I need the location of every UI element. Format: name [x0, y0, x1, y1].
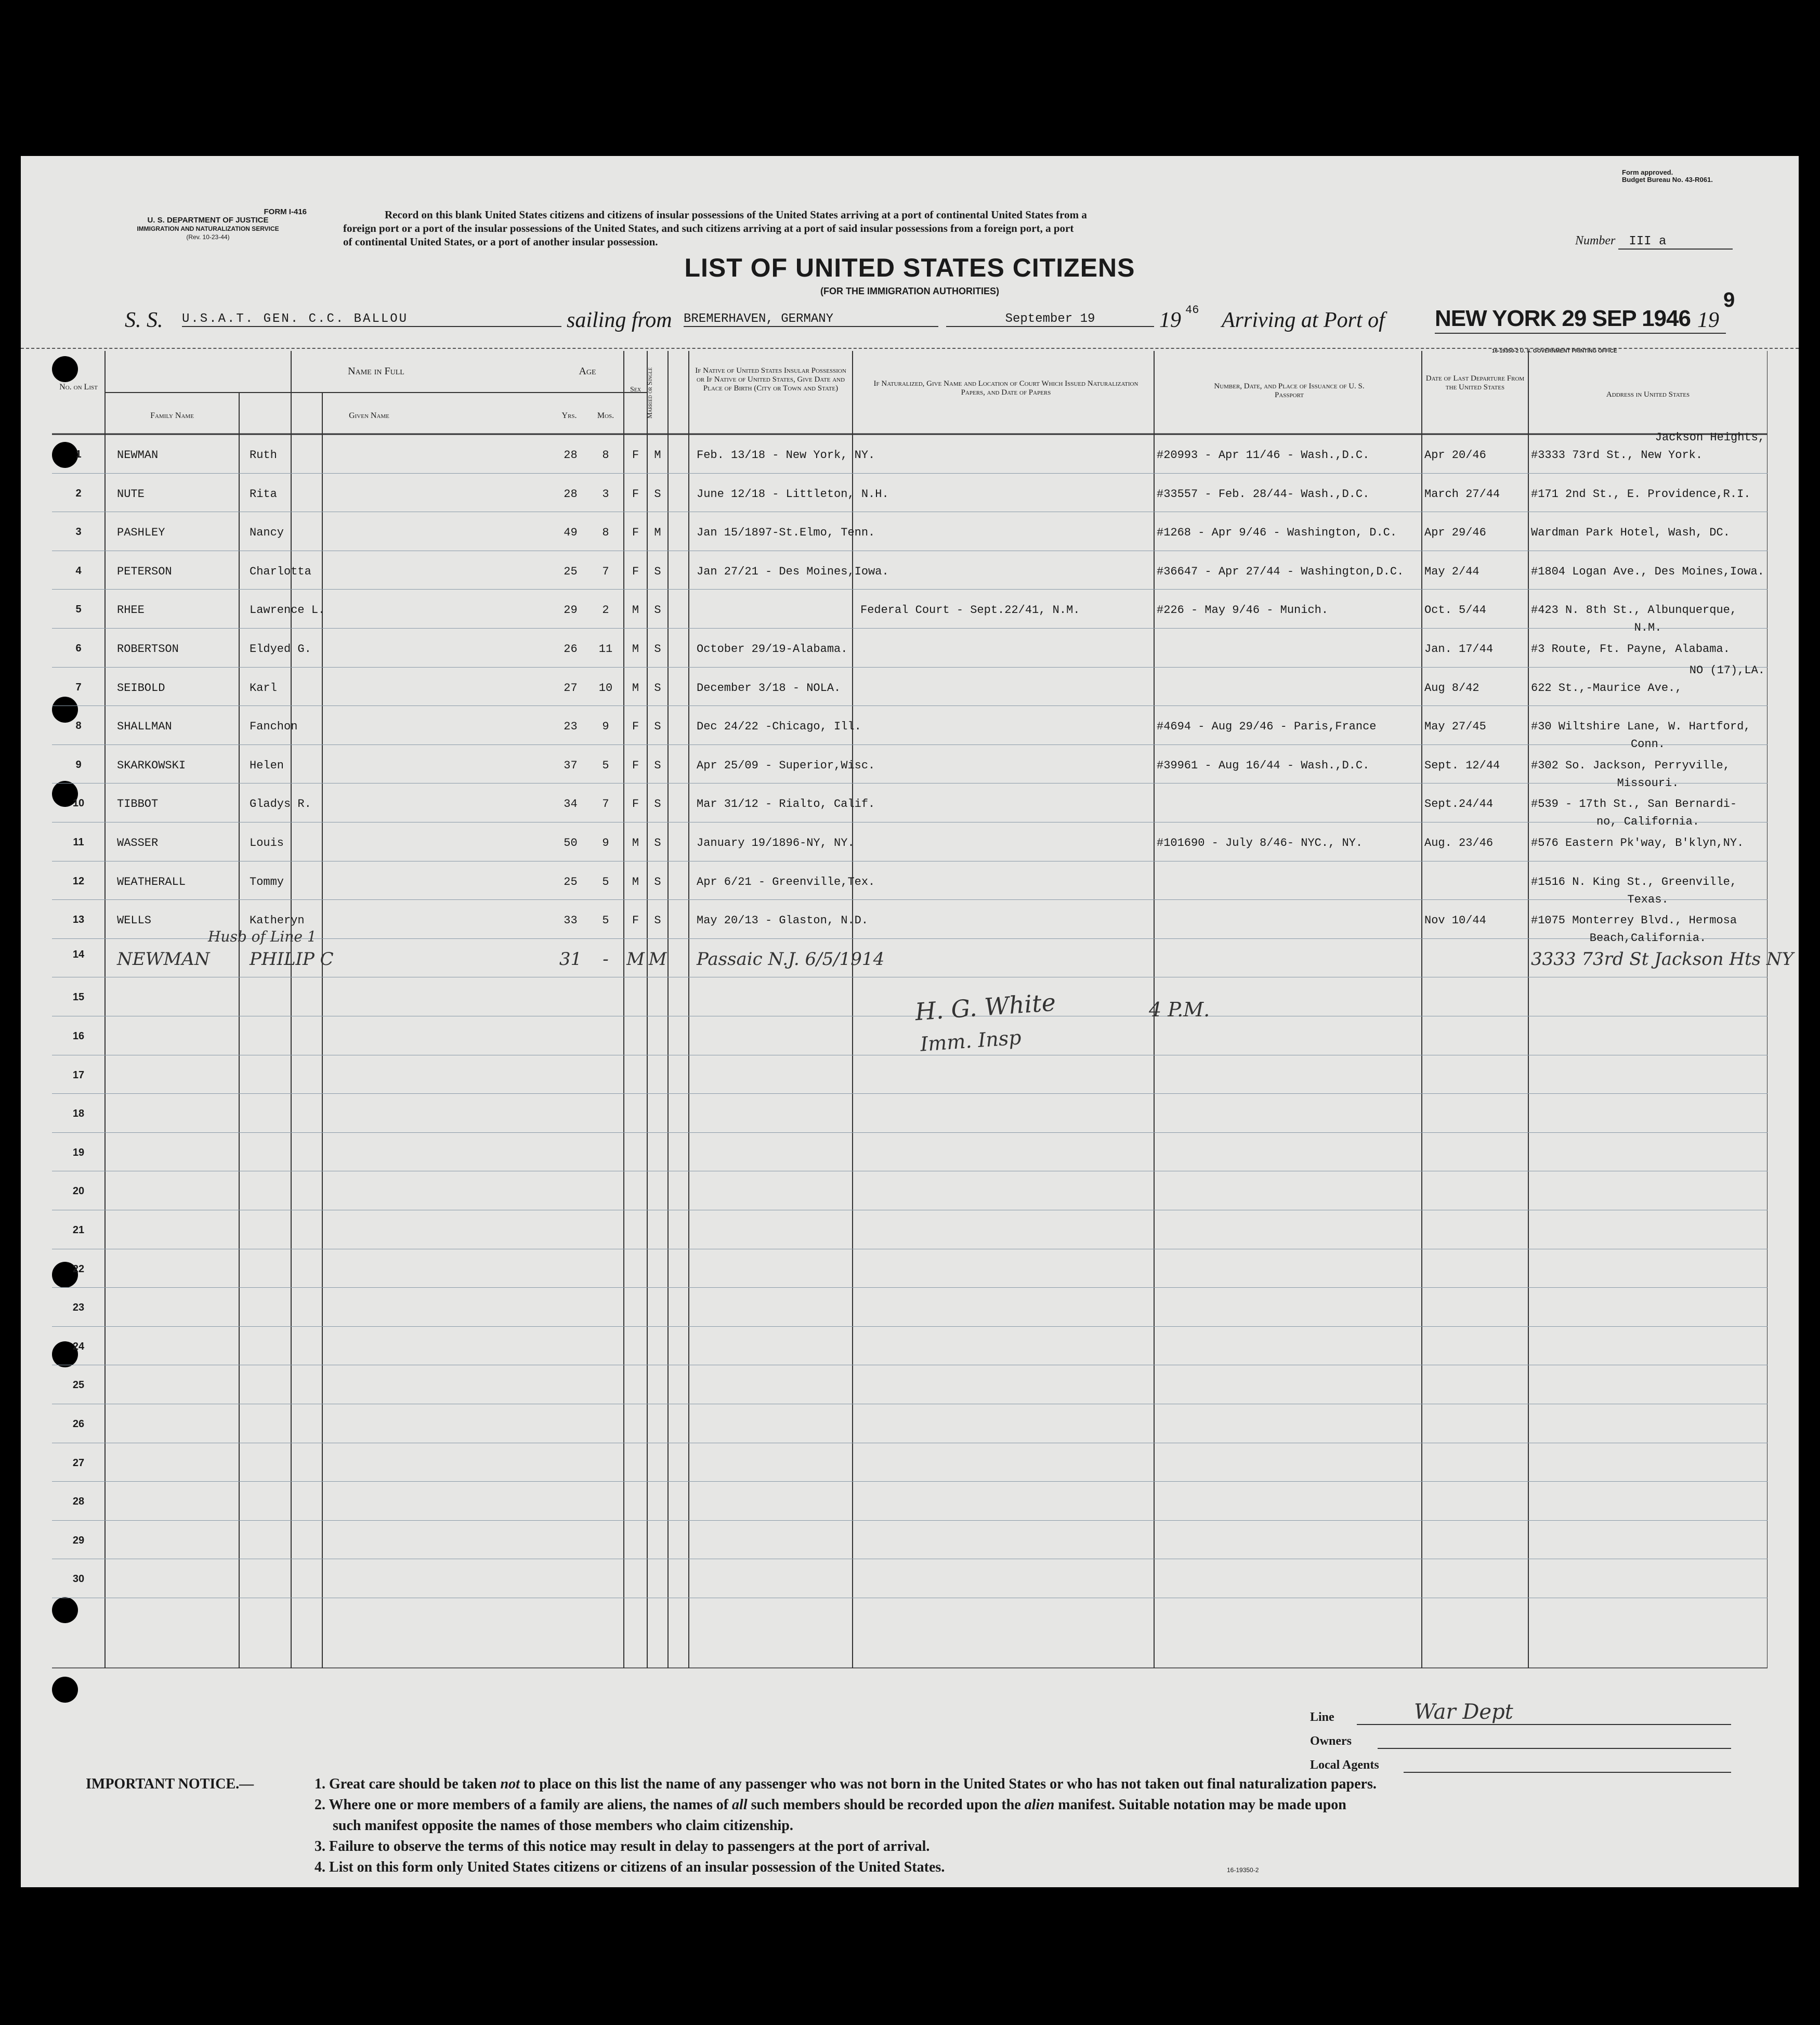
- year-suffix: 46: [1185, 304, 1199, 317]
- cell-sex: M: [632, 837, 639, 850]
- cell-sex: M: [632, 643, 639, 656]
- cell-no: 1: [75, 449, 82, 460]
- arrival-time-note: 4 P.M.: [1149, 998, 1210, 1021]
- cell-given: Karl: [250, 682, 277, 695]
- cell-ms: S: [654, 682, 661, 695]
- cell-no: 25: [72, 1379, 85, 1391]
- col-header-address: Address in United States: [1606, 390, 1690, 399]
- cell-birth: June 12/18 - Littleton, N.H.: [697, 488, 889, 501]
- cell-yrs: 28: [564, 488, 578, 501]
- cell-note: Husb of Line 1: [208, 928, 317, 945]
- cell-ms: S: [654, 914, 661, 927]
- cell-dep: Nov 10/44: [1424, 914, 1486, 927]
- table-row: [52, 1379, 1767, 1400]
- cell-given: Ruth: [250, 449, 277, 462]
- cell-no: 28: [72, 1496, 85, 1507]
- cell-sex: F: [632, 488, 639, 501]
- cell-birth: December 3/18 - NOLA.: [697, 682, 841, 695]
- cell-ms: S: [654, 488, 661, 501]
- cell-ms: S: [654, 720, 661, 733]
- cell-passport: #101690 - July 8/46- NYC., NY.: [1157, 837, 1363, 850]
- service-name: IMMIGRATION AND NATURALIZATION SERVICE: [137, 225, 279, 232]
- table-body: [52, 351, 1794, 1668]
- inspector-signature: H. G. White: [914, 988, 1057, 1026]
- cell-addr: #30 Wiltshire Lane, W. Hartford,: [1531, 720, 1751, 733]
- cell-yrs: 33: [564, 914, 578, 927]
- table-row: [52, 1147, 1767, 1168]
- cell-family: TIBBOT: [117, 798, 159, 811]
- line-signature: War Dept: [1414, 1700, 1513, 1724]
- cell-mos: -: [603, 949, 609, 970]
- cell-ms: S: [654, 837, 661, 850]
- inspector-title: Imm. Insp: [919, 1026, 1022, 1056]
- table-row: [52, 1185, 1767, 1206]
- cell-no: 22: [72, 1263, 85, 1275]
- cell-dep: May 27/45: [1424, 720, 1486, 733]
- table-row: [52, 720, 1767, 751]
- list-number: [1575, 234, 1733, 250]
- cell-family: NEWMAN: [117, 949, 210, 970]
- cell-no: 9: [75, 759, 82, 770]
- cell-mos: 9: [602, 720, 609, 733]
- approval-line-1: Form approved.: [1622, 168, 1673, 176]
- notice-title: IMPORTANT NOTICE.—: [86, 1776, 254, 1792]
- notice-item-1: 1. Great care should be taken not to place on this list the name of any passenger who was not born in the United States or who has not taken out final naturalization papers.: [315, 1776, 1377, 1792]
- cell-yrs: 27: [564, 682, 578, 695]
- cell-sex: M: [632, 604, 639, 617]
- passenger-table: [52, 351, 1794, 1668]
- cell-birth: January 19/1896-NY, NY.: [697, 837, 855, 850]
- table-row: [52, 431, 1767, 469]
- cell-addr: #3333 73rd St., New York.: [1531, 449, 1703, 462]
- table-row: [52, 798, 1767, 828]
- cell-yrs: 25: [564, 565, 578, 578]
- revision-date: (Rev. 10-23-44): [186, 233, 230, 241]
- cell-sex: F: [632, 526, 639, 539]
- cell-no: 13: [72, 914, 85, 925]
- cell-no: 26: [72, 1418, 85, 1430]
- cell-birth: Jan 27/21 - Des Moines,Iowa.: [697, 565, 889, 578]
- form-sheet: [21, 156, 1799, 1887]
- department-block: [99, 208, 317, 241]
- table-row: [52, 643, 1767, 663]
- cell-yrs: 37: [564, 759, 578, 772]
- cell-yrs: 23: [564, 720, 578, 733]
- cell-birth: Dec 24/22 -Chicago, Ill.: [697, 720, 861, 733]
- cell-addr: Wardman Park Hotel, Wash, DC.: [1531, 526, 1730, 539]
- cell-dep: Apr 29/46: [1424, 526, 1486, 539]
- arrival-stamp: NEW YORK 29 SEP 1946: [1435, 306, 1691, 331]
- table-row: [52, 1535, 1767, 1556]
- sailing-label: sailing from: [567, 308, 672, 332]
- cell-ms: M: [654, 526, 661, 539]
- cell-sex: M: [626, 949, 645, 970]
- cell-given: Louis: [250, 837, 284, 850]
- cell-birth: Jan 15/1897-St.Elmo, Tenn.: [697, 526, 875, 539]
- cell-dep: March 27/44: [1424, 488, 1500, 501]
- col-header-native: If Native of United States Insular Possession or If Native of United States, Give Date and Place of Birth (City or Town and State): [695, 367, 846, 393]
- cell-yrs: 29: [564, 604, 578, 617]
- cell-no: 11: [73, 837, 84, 848]
- ship-name: U.S.A.T. GEN. C.C. BALLOU: [182, 312, 561, 327]
- cell-nat: Federal Court - Sept.22/41, N.M.: [860, 604, 1080, 617]
- cell-addr-cont: Beach,California.: [1589, 932, 1707, 945]
- instructions: [343, 208, 1518, 249]
- table-row: [52, 876, 1767, 906]
- cell-addr: #171 2nd St., E. Providence,R.I.: [1531, 488, 1751, 501]
- table-row: [52, 1457, 1767, 1478]
- notice-item-2: 2. Where one or more members of a family are aliens, the names of all such members should be recorded upon the alien manifest. Suitable notation may be made upon: [315, 1797, 1346, 1813]
- cell-ms: S: [654, 798, 661, 811]
- printing-office: 16-19350-2 U. S. GOVERNMENT PRINTING OFFICE: [1492, 348, 1617, 354]
- cell-no: 16: [72, 1030, 85, 1042]
- cell-no: 19: [72, 1147, 85, 1158]
- table-row: [52, 1030, 1767, 1051]
- cell-addr: #539 - 17th St., San Bernardi-: [1531, 798, 1737, 811]
- cell-no: 7: [75, 682, 82, 693]
- port-from: BREMERHAVEN, GERMANY: [684, 312, 938, 327]
- table-row: [52, 1108, 1767, 1129]
- cell-no: 21: [72, 1224, 85, 1236]
- cell-family: SKARKOWSKI: [117, 759, 186, 772]
- col-header-age: Age: [579, 365, 596, 377]
- cell-mos: 8: [602, 526, 609, 539]
- instruction-line-1: Record on this blank United States citizens and citizens of insular possessions of the United States arriving at a port of continental United States from a: [385, 208, 1087, 221]
- cell-sex: F: [632, 759, 639, 772]
- instruction-line-2: foreign port or a port of the insular possessions of the United States, and such citizens arriving at a port of said insular possessions from a foreign port, a port: [343, 222, 1074, 234]
- cell-family: PETERSON: [117, 565, 172, 578]
- cell-family: NUTE: [117, 488, 145, 501]
- cell-sex: F: [632, 449, 639, 462]
- arriving-label: Arriving at Port of: [1222, 308, 1385, 332]
- col-header-family: Family Name: [150, 411, 194, 420]
- cell-dep: Jan. 17/44: [1424, 643, 1494, 656]
- cell-dep: Apr 20/46: [1424, 449, 1486, 462]
- table-row: [52, 1069, 1767, 1090]
- cell-no: 6: [75, 643, 82, 654]
- cell-dep: May 2/44: [1424, 565, 1479, 578]
- cell-yrs: 34: [564, 798, 578, 811]
- table-row: [52, 1341, 1767, 1362]
- cell-addr-cont: N.M.: [1634, 621, 1662, 634]
- cell-addr-above: Jackson Heights,: [1655, 431, 1765, 444]
- cell-family: WELLS: [117, 914, 152, 927]
- department-name: U. S. DEPARTMENT OF JUSTICE: [147, 216, 269, 225]
- owners-label: Owners: [1310, 1734, 1352, 1748]
- approval-line-2: Budget Bureau No. 43-R061.: [1622, 176, 1713, 184]
- cell-family: ROBERTSON: [117, 643, 179, 656]
- number-label: Number: [1575, 234, 1616, 247]
- approval-note: [1622, 169, 1713, 184]
- sailing-date: September 19: [946, 312, 1154, 327]
- cell-yrs: 25: [564, 876, 578, 889]
- cell-family: RHEE: [117, 604, 145, 617]
- line-label: Line: [1310, 1710, 1334, 1724]
- cell-sex: F: [632, 720, 639, 733]
- local-agents-label: Local Agents: [1310, 1758, 1379, 1772]
- col-header-naturalized: If Naturalized, Give Name and Location of Court Which Issued Naturalization Papers, and Date of Papers: [873, 380, 1138, 397]
- cell-given: Rita: [250, 488, 277, 501]
- cell-no: 2: [75, 488, 82, 499]
- cell-addr-cont: no, California.: [1596, 815, 1700, 828]
- cell-sex: M: [632, 876, 639, 889]
- cell-dep: Oct. 5/44: [1424, 604, 1486, 617]
- cell-no: 18: [72, 1108, 85, 1119]
- cell-mos: 7: [602, 798, 609, 811]
- cell-addr: #302 So. Jackson, Perryville,: [1531, 759, 1730, 772]
- table-row: [52, 1496, 1767, 1517]
- cell-no: 20: [72, 1185, 85, 1197]
- cell-given: Charlotta: [250, 565, 311, 578]
- table-row: [52, 1263, 1767, 1284]
- cell-sex: F: [632, 914, 639, 927]
- voyage-line: [125, 304, 1726, 338]
- cell-given: Fanchon: [250, 720, 298, 733]
- cell-family: SEIBOLD: [117, 682, 165, 695]
- page-subtitle: (FOR THE IMMIGRATION AUTHORITIES): [820, 286, 999, 296]
- notice-item-4: 4. List on this form only United States citizens or citizens of an insular possession of the United States.: [315, 1859, 945, 1875]
- cell-ms: M: [654, 449, 661, 462]
- cell-addr: #3 Route, Ft. Payne, Alabama.: [1531, 643, 1730, 656]
- cell-sex: M: [632, 682, 639, 695]
- year-prefix: 19: [1159, 308, 1181, 332]
- cell-addr: #423 N. 8th St., Albunquerque,: [1531, 604, 1737, 617]
- cell-no: 30: [72, 1573, 85, 1585]
- cell-dep: Aug 8/42: [1424, 682, 1479, 695]
- cell-yrs: 50: [564, 837, 578, 850]
- cell-ms: S: [654, 876, 661, 889]
- owners-row: [1310, 1734, 1736, 1758]
- cell-ms: S: [654, 604, 661, 617]
- cell-given: Helen: [250, 759, 284, 772]
- cell-addr: #1516 N. King St., Greenville,: [1531, 876, 1737, 889]
- number-value: III a: [1618, 234, 1733, 250]
- col-header-given: Given Name: [349, 411, 389, 420]
- cell-given: Gladys R.: [250, 798, 311, 811]
- cell-mos: 3: [602, 488, 609, 501]
- cell-mos: 11: [598, 643, 613, 656]
- page-title: LIST OF UNITED STATES CITIZENS: [684, 253, 1135, 282]
- table-row: [52, 604, 1767, 634]
- table-row: [52, 1302, 1767, 1323]
- cell-addr-cont: Conn.: [1630, 738, 1665, 751]
- cell-no: 24: [72, 1341, 85, 1352]
- cell-mos: 9: [602, 837, 609, 850]
- table-row: [52, 565, 1767, 586]
- cell-addr: #1075 Monterrey Blvd., Hermosa: [1531, 914, 1737, 927]
- cell-sex: F: [632, 798, 639, 811]
- col-header-yrs: Yrs.: [561, 411, 577, 420]
- cell-yrs: 31: [559, 949, 582, 970]
- cell-given: Eldyed G.: [250, 643, 311, 656]
- cell-mos: 8: [602, 449, 609, 462]
- cell-mos: 5: [602, 876, 609, 889]
- cell-given: Lawrence L.: [250, 604, 325, 617]
- cell-no: 15: [72, 991, 85, 1003]
- cell-given: Nancy: [250, 526, 284, 539]
- cell-no: 10: [72, 798, 85, 809]
- table-row: [52, 837, 1767, 857]
- cell-dep: Sept. 12/44: [1424, 759, 1500, 772]
- cell-no: 23: [72, 1302, 85, 1313]
- cell-dep: Aug. 23/46: [1424, 837, 1494, 850]
- notice-item-2-cont: such manifest opposite the names of those members who claim citizenship.: [333, 1818, 793, 1834]
- line-row: [1310, 1700, 1736, 1734]
- year-tail: 19: [1697, 308, 1719, 332]
- col-header-sex: Sex: [630, 386, 641, 394]
- cell-yrs: 26: [564, 643, 578, 656]
- cell-no: 17: [72, 1069, 85, 1081]
- cell-addr: 622 St.,-Maurice Ave.,: [1531, 682, 1682, 695]
- cell-addr: #1804 Logan Ave., Des Moines,Iowa.: [1531, 565, 1764, 578]
- table-row: [52, 526, 1767, 547]
- notice-items: [315, 1774, 1770, 1878]
- table-row: [52, 488, 1767, 508]
- cell-addr-cont: Missouri.: [1617, 777, 1679, 790]
- cell-given: PHILIP C: [250, 949, 334, 970]
- cell-mos: 5: [602, 759, 609, 772]
- cell-no: 4: [75, 565, 82, 577]
- cell-addr: 3333 73rd St Jackson Hts NY: [1531, 949, 1794, 970]
- cell-passport: #36647 - Apr 27/44 - Washington,D.C.: [1157, 565, 1404, 578]
- cell-given: Katheryn: [250, 914, 305, 927]
- cell-birth: Feb. 13/18 - New York, NY.: [697, 449, 875, 462]
- col-header-passport: Number, Date, and Place of Issuance of U. S. Passport: [1214, 382, 1365, 399]
- table-row: [52, 1418, 1767, 1439]
- cell-no: 8: [75, 720, 82, 731]
- cell-ms: M: [648, 949, 667, 970]
- cell-addr-above: NO (17),LA.: [1689, 664, 1765, 677]
- cell-birth: Passaic N.J. 6/5/1914: [697, 949, 885, 970]
- cell-yrs: 49: [564, 526, 578, 539]
- col-header-married: Married or Single: [646, 367, 653, 419]
- page-number: 9: [1723, 289, 1735, 311]
- col-header-departure: Date of Last Departure From the United States: [1425, 374, 1525, 391]
- cell-passport: #33557 - Feb. 28/44- Wash.,D.C.: [1157, 488, 1370, 501]
- table-row: [52, 759, 1767, 790]
- signoff-block: [1310, 1700, 1736, 1782]
- table-row: [52, 664, 1767, 702]
- cell-passport: #4694 - Aug 29/46 - Paris,France: [1157, 720, 1377, 733]
- cell-passport: #20993 - Apr 11/46 - Wash.,D.C.: [1157, 449, 1370, 462]
- cell-mos: 5: [602, 914, 609, 927]
- cell-passport: #226 - May 9/46 - Munich.: [1157, 604, 1329, 617]
- notice-item-3: 3. Failure to observe the terms of this notice may result in delay to passengers at the port of arrival.: [315, 1838, 930, 1854]
- cell-family: WEATHERALL: [117, 876, 186, 889]
- form-number: FORM I-416: [264, 207, 307, 216]
- cell-mos: 2: [602, 604, 609, 617]
- col-header-mos: Mos.: [597, 411, 614, 420]
- cell-family: SHALLMAN: [117, 720, 172, 733]
- cell-birth: Apr 25/09 - Superior,Wisc.: [697, 759, 875, 772]
- cell-birth: October 29/19-Alabama.: [697, 643, 848, 656]
- cell-no: 3: [75, 526, 82, 538]
- cell-passport: #39961 - Aug 16/44 - Wash.,D.C.: [1157, 759, 1370, 772]
- cell-addr-cont: Texas.: [1627, 893, 1669, 906]
- cell-dep: Sept.24/44: [1424, 798, 1494, 811]
- cell-family: NEWMAN: [117, 449, 159, 462]
- cell-no: 27: [72, 1457, 85, 1469]
- cell-yrs: 28: [564, 449, 578, 462]
- cell-addr: #576 Eastern Pk'way, B'klyn,NY.: [1531, 837, 1744, 850]
- cell-no: 5: [75, 604, 82, 615]
- cell-passport: #1268 - Apr 9/46 - Washington, D.C.: [1157, 526, 1397, 539]
- cell-no: 12: [72, 876, 85, 887]
- table-row: [52, 1224, 1767, 1245]
- instruction-line-3: of continental United States, or a port of another insular possession.: [343, 236, 658, 248]
- cell-ms: S: [654, 759, 661, 772]
- cell-family: WASSER: [117, 837, 159, 850]
- cell-family: PASHLEY: [117, 526, 165, 539]
- cell-birth: May 20/13 - Glaston, N.D.: [697, 914, 869, 927]
- cell-sex: F: [632, 565, 639, 578]
- table-row: [52, 991, 1767, 1012]
- cell-ms: S: [654, 643, 661, 656]
- cell-mos: 10: [598, 682, 613, 695]
- cell-birth: Mar 31/12 - Rialto, Calif.: [697, 798, 875, 811]
- cell-no: 29: [72, 1535, 85, 1546]
- footer-code: 16-19350-2: [1227, 1866, 1259, 1874]
- ss-label: S. S.: [125, 308, 163, 332]
- col-header-name-in-full: Name in Full: [348, 365, 404, 377]
- table-row: [52, 1573, 1767, 1594]
- cell-no: 14: [72, 949, 85, 960]
- cell-mos: 7: [602, 565, 609, 578]
- cell-given: Tommy: [250, 876, 284, 889]
- punch-hole: [52, 1677, 78, 1703]
- cell-birth: Apr 6/21 - Greenville,Tex.: [697, 876, 875, 889]
- cell-ms: S: [654, 565, 661, 578]
- col-header-no: No. on List: [59, 383, 98, 391]
